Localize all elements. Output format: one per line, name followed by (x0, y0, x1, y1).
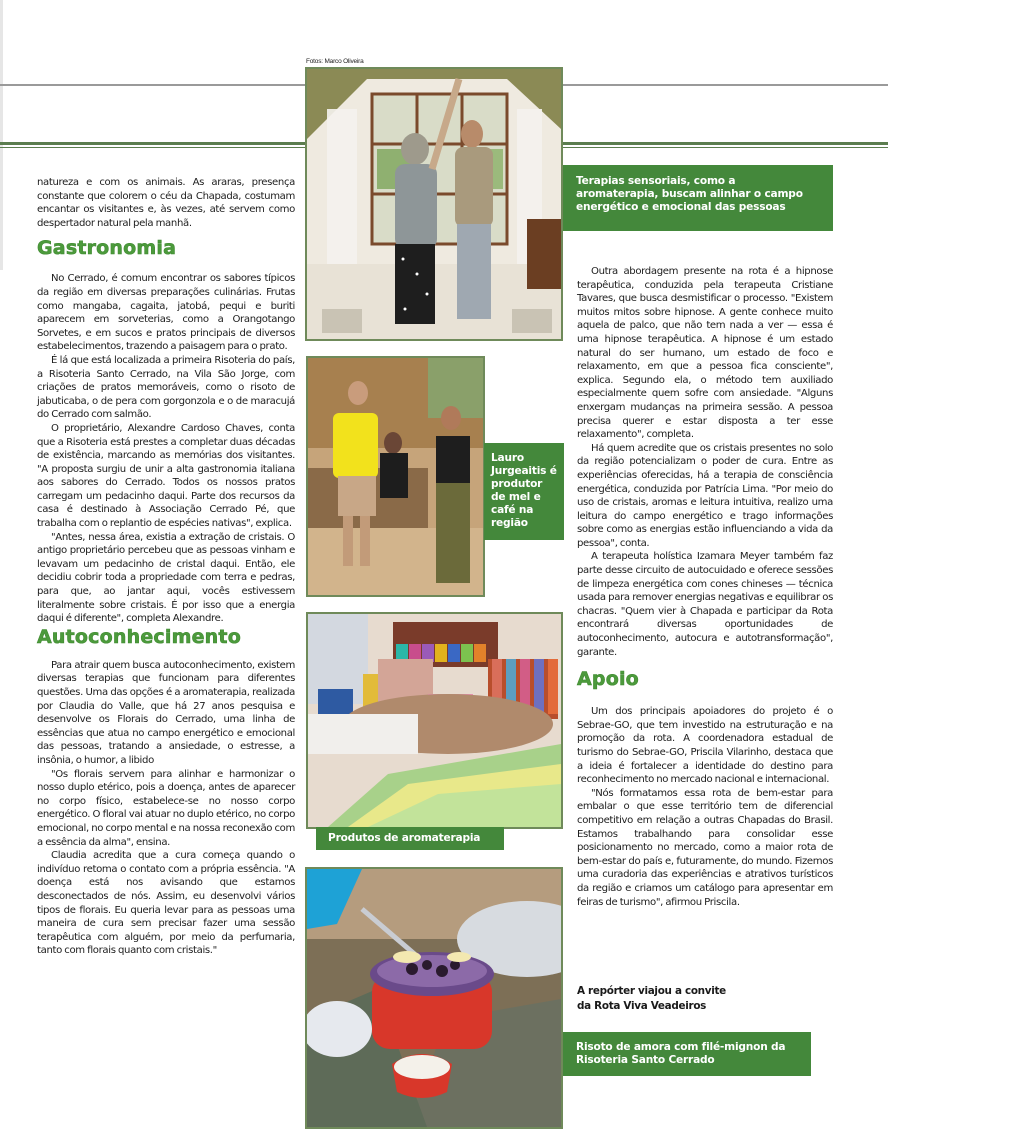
photo-risotto (305, 867, 563, 1129)
photo-credit: Fotos: Marco Oliveira (306, 58, 364, 65)
section-title-autoconhecimento: Autoconhecimento (37, 625, 241, 648)
photo-therapy (305, 67, 563, 341)
paragraph: Para atrair quem busca autoconhecimento, existem diversas terapias que funcionam para diferentes questões. Uma das opções é a aromaterapia, realizada por Claudia do Valle, que há 27 anos pesquisa e desenvolve os Florais do Cerrado, uma linha de essências que atua no campo energético e emocional das pessoas, tratando a ansiedade, o estresse, a insônia, o humor, a libido (37, 659, 295, 766)
signoff-line: da Rota Viva Veadeiros (577, 1000, 707, 1012)
paragraph: No Cerrado, é comum encontrar os sabores típicos da região em diversas preparações culinárias. Frutas como mangaba, cagaita, jatobá, pequi e buriti aparecem em sorveterias, como a Orangotango Sorvetes, e em sucos e pratos principais de diversos estabelecimentos, trazendo a paisagem para o prato. (37, 273, 295, 353)
caption-therapy (563, 165, 833, 231)
caption-therapy-text: Terapias sensoriais, como a aromaterapia, buscam alinhar o campo energético e emocional das pessoas (576, 175, 803, 213)
caption-risotto-text: Risoto de amora com filé-mignon da Risoteria Santo Cerrado (576, 1041, 786, 1066)
paragraph: A terapeuta holística Izamara Meyer também faz parte desse circuito de autocuidado e oferece sessões de limpeza energética com cones chineses — técnica usada para remover energias negativas e equilibrar os chacras. "Quem vier à Chapada e participar da Rota encontrará diversas oportunidades de autoconhecimento, autocura e autotransformação", garante. (577, 551, 833, 658)
paragraph: O proprietário, Alexandre Cardoso Chaves, conta que a Risoteria está prestes a completar duas décadas de existência, marcando as memórias dos visitantes. "A proposta surgiu de unir a alta gastronomia italiana aos sabores do Cerrado. Todos os nossos pratos carregam um pedacinho daqui. Parte dos recursos da casa é destinado à Associação Cerrado Pé, que trabalha com o replantio de espécies nativas", explica. (37, 422, 295, 530)
intro-paragraph: natureza e com os animais. As araras, presença constante que colorem o céu da Chapada, costumam encantar os visitantes e, às vezes, até servem como despertador natural pela manhã. (37, 177, 295, 229)
paragraph: "Antes, nessa área, existia a extração de cristais. O antigo proprietário percebeu que as pessoas vinham e levavam um pedacinho de cristal daqui. Então, ele decidiu cobrir toda a propriedade com terra e pedras, para que, ao jantar aqui, vocês estivessem literalmente sobre cristais. É por isso que a energia daqui é diferente", completa Alexandre. (37, 531, 295, 625)
left-column (37, 176, 295, 958)
photo-lauro (306, 356, 485, 597)
risotto-photo-illustration (307, 869, 561, 1127)
caption-risotto (563, 1032, 811, 1076)
lauro-photo-illustration (308, 358, 483, 595)
reporter-signoff (577, 984, 726, 1014)
photo-products (306, 612, 563, 829)
paragraph: Um dos principais apoiadores do projeto é o Sebrae-GO, que tem investido na estruturação e na promoção da rota. A coordenadora estadual de turismo do Sebrae-GO, Priscila Vilarinho, destaca que a ideia é fortalecer a identidade do destino para reconhecimento no mercado nacional e internacional. (577, 706, 833, 786)
section-title-gastronomia: Gastronomia (37, 237, 177, 260)
section-title-apoio: Apoio (577, 668, 639, 691)
caption-lauro-text: Lauro Jurgeaitis é produtor de mel e café na região (491, 452, 557, 529)
caption-lauro (484, 443, 564, 540)
paragraph: "Nós formatamos essa rota de bem-estar para embalar o que esse território tem de diferencial competitivo em relação a outras Chapadas do Brasil. Estamos trabalhando para consolidar esse posicionamento no mercado, como a maior rota de bem-estar do país e, futuramente, do mundo. Fizemos uma curadoria das experiências e atrativos turísticos da região e criamos um catálogo para apresentar em feiras de turismo", afirmou Priscila. (577, 787, 833, 908)
signoff-line: A repórter viajou a convite (577, 985, 726, 997)
caption-products-text: Produtos de aromaterapia (328, 832, 481, 844)
therapy-photo-illustration (307, 69, 561, 339)
page-edge (0, 0, 3, 270)
products-photo-illustration (308, 614, 561, 827)
paragraph: Outra abordagem presente na rota é a hipnose terapêutica, conduzida pela terapeuta Cristiane Tavares, que busca desmistificar o processo. "Existem muitos mitos sobre hipnose. A gente conhece muito aquela de palco, que não tem nada a ver — essa é uma hipnose terapêutica. A hipnose é um estado natural do ser humano, um estado de foco e relaxamento, em que a pessoa fica consciente", explica. Segundo ela, o método tem auxiliado especialmente quem sofre com ansiedade. "Alguns enxergam mudanças na primeira sessão. A pessoa precisa querer e estar disposta a ter esse relaxamento", completa. (577, 266, 833, 441)
paragraph: "Os florais servem para alinhar e harmonizar o nosso duplo etérico, pois a doença, antes de aparecer no corpo físico, estabelece-se no nosso corpo energético. O floral vai atuar no duplo etérico, no corpo emocional, no corpo mental e na nossa reconexão com a essência da alma", ensina. (37, 768, 295, 848)
paragraph: É lá que está localizada a primeira Risoteria do país, a Risoteria Santo Cerrado, na Vila São Jorge, com criações de pratos memoráveis, como o risoto de jabuticaba, o de pera com gorgonzola e o de maracujá do Cerrado com salmão. (37, 354, 295, 421)
paragraph: Claudia acredita que a cura começa quando o indivíduo retoma o contato com a própria essência. "A doença está nos avisando que estamos desconectados de nós. Assim, eu desenvolvi vários tipos de florais. Eu queria levar para as pessoas uma maneira de cura sem precisar fazer uma sessão terapêutica com alguém, por meio da perfumaria, tanto com florais quanto com cristais." (37, 850, 295, 957)
paragraph: Há quem acredite que os cristais presentes no solo da região potencializam o poder de cura. Entre as experiências oferecidas, há a terapia de consciência energética, conduzida por Patrícia Lima. "Por meio do uso de cristais, aromas e leitura intuitiva, realizo uma leitura do campo energético e trago informações sobre como as energias estão influenciando a vida da pessoa", conta. (577, 442, 833, 549)
right-column (577, 265, 833, 909)
caption-products (316, 827, 504, 850)
